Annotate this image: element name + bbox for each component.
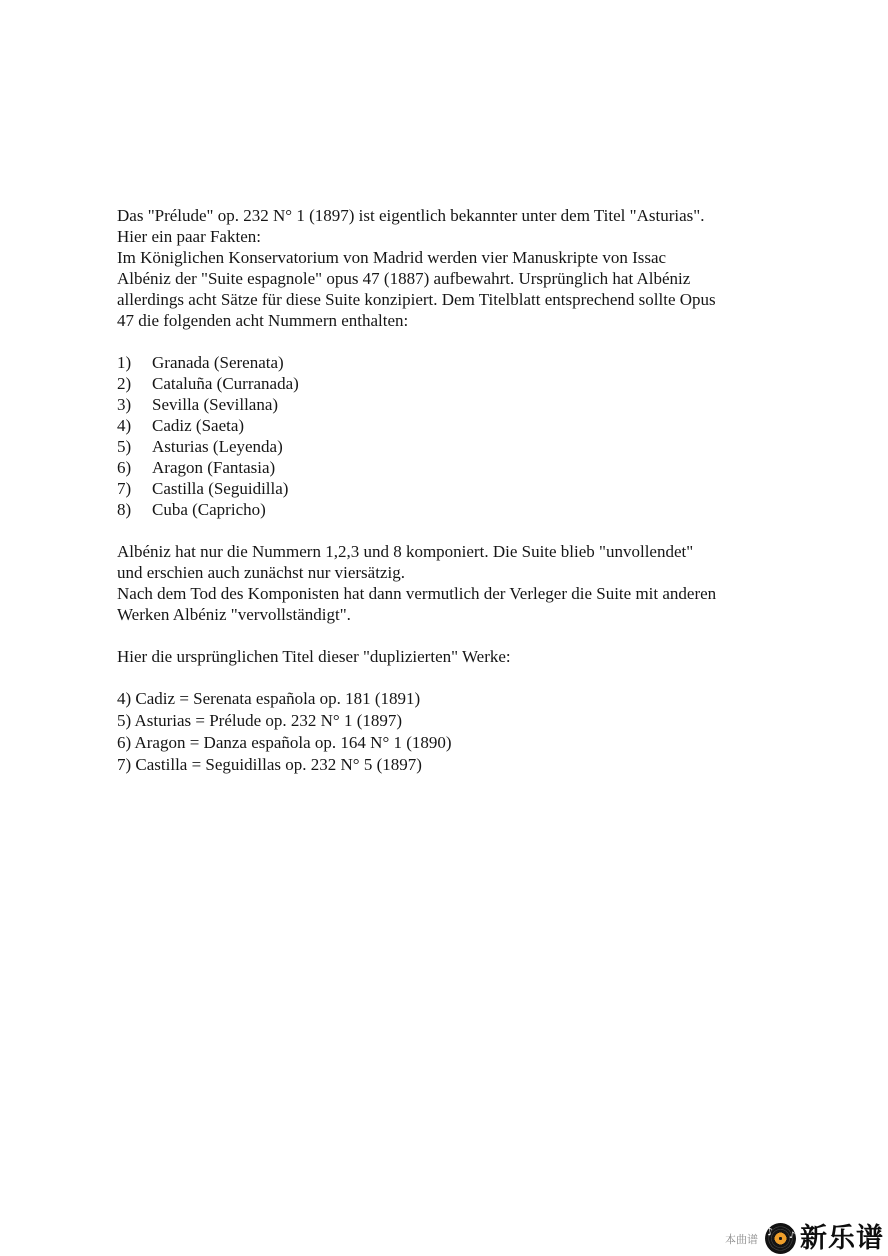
history-paragraph [117,541,807,625]
paragraph-line: Werken Albéniz "vervollständigt". [117,605,351,624]
list-item [117,478,807,499]
vinyl-record-icon [765,1223,796,1254]
list-item-number: 4) [117,416,132,435]
watermark-prefix-label: 本曲谱 [725,1233,758,1246]
paragraph-line: 47 die folgenden acht Nummern enthalten: [117,311,409,330]
blank-line [117,331,807,352]
site-watermark-logo [725,1223,884,1254]
paragraph-line: Albéniz hat nur die Nummern 1,2,3 und 8 komponiert. Die Suite blieb "unvollendet" [117,542,694,561]
list-item-title: Castilla (Seguidilla) [152,479,289,498]
list-item-title: Cadiz (Saeta) [152,416,245,435]
list-item [117,499,807,520]
blank-line [117,667,807,688]
duplicated-works-list [117,688,807,776]
list-item: 7) Castilla = Seguidillas op. 232 N° 5 (1897) [117,755,422,774]
paragraph-line: allerdings acht Sätze für diese Suite konzipiert. Dem Titelblatt entsprechend sollte Opus [117,290,716,309]
blank-line [117,625,807,646]
list-item-title: Aragon (Fantasia) [152,458,276,477]
list-item-title: Asturias (Leyenda) [152,437,283,456]
list-item-number: 1) [117,353,132,372]
list-item-number: 6) [117,458,132,477]
list-item [117,352,807,373]
list-item-number: 5) [117,437,132,456]
brand-name-label: 新乐谱 [800,1223,884,1253]
list-item-number: 3) [117,395,132,414]
duplicates-heading: Hier die ursprünglichen Titel dieser "duplizierten" Werke: [117,647,511,666]
suite-movements-list [117,352,807,520]
list-item-number: 2) [117,374,132,393]
list-item-title: Cataluña (Curranada) [152,374,299,393]
list-item: 4) Cadiz = Serenata española op. 181 (1891) [117,689,421,708]
intro-paragraph [117,205,807,331]
music-note-icon: ♪ [765,1226,775,1239]
list-item [117,415,807,436]
list-item: 6) Aragon = Danza española op. 164 N° 1 (1890) [117,733,452,752]
paragraph-line: Nach dem Tod des Komponisten hat dann vermutlich der Verleger die Suite mit anderen [117,584,717,603]
document-text-block [117,205,807,776]
paragraph-line: Das "Prélude" op. 232 N° 1 (1897) ist eigentlich bekannter unter dem Titel "Asturias". [117,206,705,225]
blank-line [117,520,807,541]
list-item-title: Granada (Serenata) [152,353,284,372]
list-item [117,373,807,394]
list-item: 5) Asturias = Prélude op. 232 N° 1 (1897) [117,711,403,730]
list-item [117,457,807,478]
list-item-title: Sevilla (Sevillana) [152,395,279,414]
list-item [117,436,807,457]
paragraph-line: und erschien auch zunächst nur viersätzig. [117,563,405,582]
music-note-icon: ♪ [788,1230,796,1242]
paragraph-line: Hier ein paar Fakten: [117,227,261,246]
list-item-title: Cuba (Capricho) [152,500,266,519]
paragraph-line: Im Königlichen Konservatorium von Madrid werden vier Manuskripte von Issac [117,248,667,267]
paragraph-line: Albéniz der "Suite espagnole" opus 47 (1887) aufbewahrt. Ursprünglich hat Albéniz [117,269,691,288]
list-item-number: 8) [117,500,132,519]
list-item [117,394,807,415]
list-item-number: 7) [117,479,132,498]
